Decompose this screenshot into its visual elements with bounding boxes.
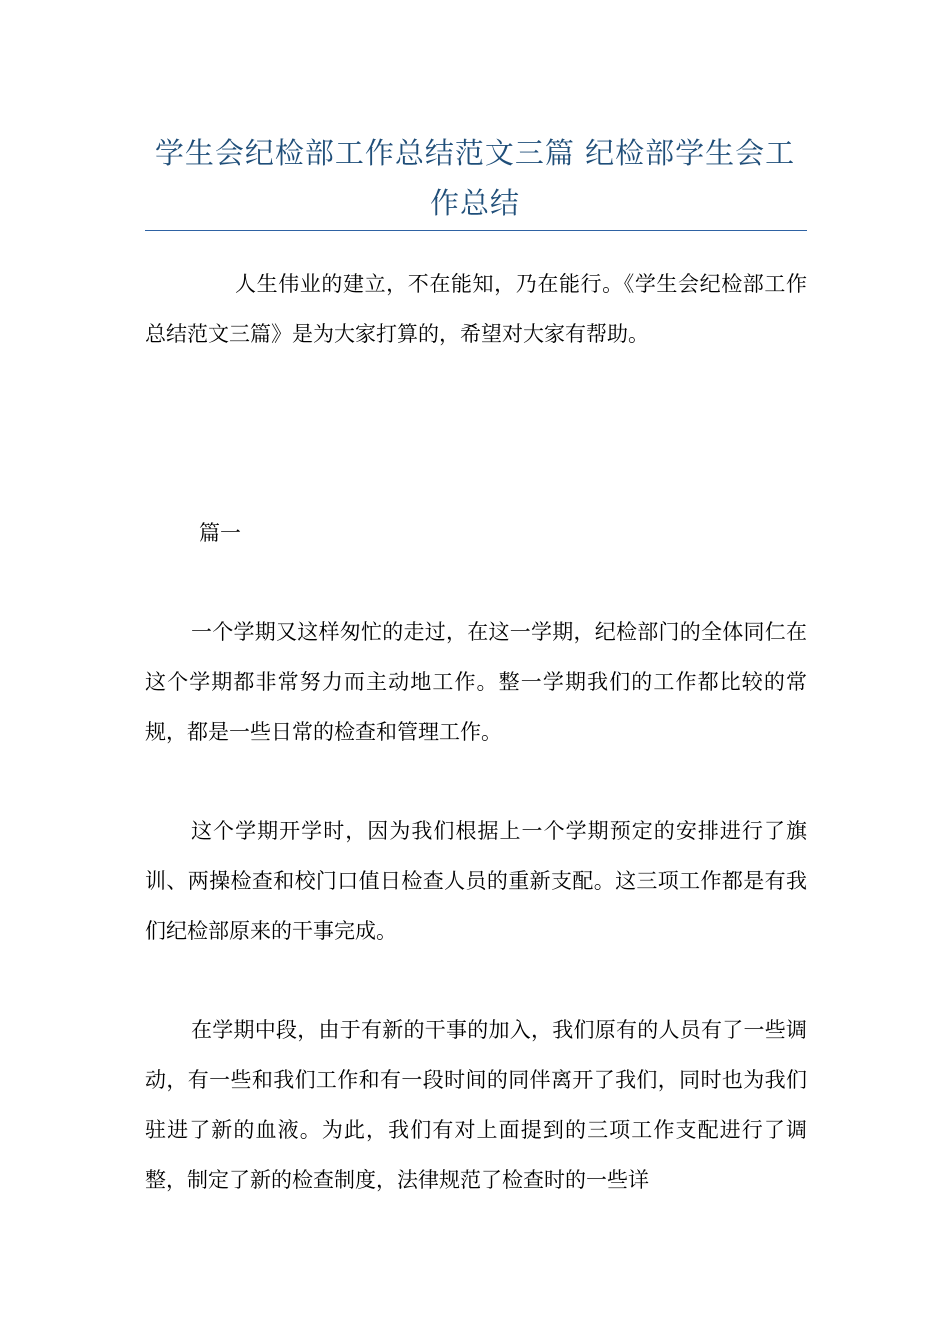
body-paragraph-3: 在学期中段，由于有新的干事的加入，我们原有的人员有了一些调动，有一些和我们工作和有一段时间的同伴离开了我们，同时也为我们驻进了新的血液。为此，我们有对上面提到的三项工作支配进行了调整，制定了新的检查制度，法律规范了检查时的一些详 <box>145 1018 807 1192</box>
document-title: 学生会纪检部工作总结范文三篇 纪检部学生会工作总结 <box>154 136 796 220</box>
body-paragraph-2: 这个学期开学时，因为我们根据上一个学期预定的安排进行了旗训、两操检查和校门口值日检查人员的重新支配。这三项工作都是有我们纪检部原来的干事完成。 <box>145 819 807 943</box>
title-divider <box>145 230 807 231</box>
intro-paragraph: 人生伟业的建立，不在能知，乃在能行。《学生会纪检部工作总结范文三篇》是为大家打算的，希望对大家有帮助。 <box>145 272 807 346</box>
section-heading: 篇一 <box>199 521 241 545</box>
body-paragraph-1: 一个学期又这样匆忙的走过，在这一学期，纪检部门的全体同仁在这个学期都非常努力而主动地工作。整一学期我们的工作都比较的常规，都是一些日常的检查和管理工作。 <box>145 620 807 744</box>
